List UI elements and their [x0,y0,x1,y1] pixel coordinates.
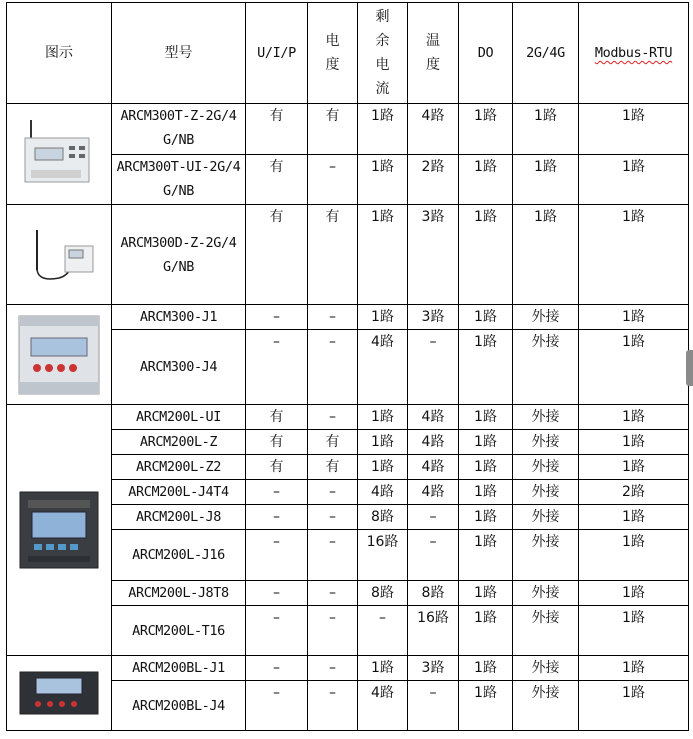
do-cell: 1路 [459,155,513,205]
residual-current-cell: 1路 [358,405,408,430]
do-cell: 1路 [459,455,513,480]
model-cell: ARCM300T-Z-2G/4G/NB [112,104,246,155]
cellular-cell: 外接 [513,305,579,330]
panel-meter-image [18,490,100,570]
residual-current-cell: 16路 [358,530,408,581]
energy-cell: – [308,505,358,530]
energy-cell: 有 [308,430,358,455]
residual-current-cell: 1路 [358,455,408,480]
product-image-cell [7,656,112,731]
temperature-cell: – [408,505,459,530]
residual-current-cell: 1路 [358,656,408,681]
do-cell: 1路 [459,606,513,656]
model-cell: ARCM200L-J4T4 [112,480,246,505]
cellular-cell: 外接 [513,405,579,430]
uip-cell: – [246,606,308,656]
model-cell: ARCM200BL-J1 [112,656,246,681]
energy-cell: – [308,305,358,330]
cellular-cell: 外接 [513,656,579,681]
modbus-cell: 1路 [579,530,689,581]
energy-cell: 有 [308,104,358,155]
header-residual-current: 剩余电流 [358,3,408,104]
residual-current-cell: 8路 [358,505,408,530]
residual-current-cell: 4路 [358,480,408,505]
table-row [7,205,689,305]
temperature-cell: – [408,530,459,581]
temperature-cell: 4路 [408,104,459,155]
residual-current-cell: 1路 [358,430,408,455]
residual-current-cell: 1路 [358,305,408,330]
temperature-cell: – [408,330,459,405]
do-cell: 1路 [459,405,513,430]
temperature-cell: 4路 [408,480,459,505]
uip-cell: – [246,330,308,405]
modbus-cell: 2路 [579,480,689,505]
energy-cell: – [308,656,358,681]
flat-panel-meter-image [18,668,100,718]
modbus-cell: 1路 [579,455,689,480]
temperature-cell: 4路 [408,405,459,430]
energy-cell: – [308,155,358,205]
model-cell: ARCM200L-Z [112,430,246,455]
energy-cell: 有 [308,455,358,480]
model-cell: ARCM300-J1 [112,305,246,330]
modbus-cell: 1路 [579,205,689,305]
model-cell: ARCM200L-T16 [112,606,246,656]
uip-cell: 有 [246,455,308,480]
cellular-cell: 1路 [513,104,579,155]
temperature-cell: 3路 [408,656,459,681]
energy-cell: – [308,330,358,405]
model-cell: ARCM300-J4 [112,330,246,405]
residual-current-cell: 8路 [358,581,408,606]
product-image-cell [7,305,112,405]
header-energy: 电度 [308,3,358,104]
uip-cell: – [246,681,308,731]
header-uip: U/I/P [246,3,308,104]
cellular-cell: 外接 [513,505,579,530]
modbus-cell: 1路 [579,656,689,681]
modbus-cell: 1路 [579,305,689,330]
header-cellular: 2G/4G [513,3,579,104]
do-cell: 1路 [459,305,513,330]
do-cell: 1路 [459,681,513,731]
do-cell: 1路 [459,581,513,606]
table-row [7,405,689,430]
modbus-cell: 1路 [579,405,689,430]
energy-cell: – [308,581,358,606]
cellular-cell: 1路 [513,205,579,305]
cellular-cell: 外接 [513,581,579,606]
do-cell: 1路 [459,656,513,681]
do-cell: 1路 [459,205,513,305]
model-cell: ARCM300D-Z-2G/4G/NB [112,205,246,305]
model-cell: ARCM200L-UI [112,405,246,430]
residual-current-cell: 1路 [358,155,408,205]
modbus-cell: 1路 [579,581,689,606]
cellular-cell: 外接 [513,681,579,731]
do-cell: 1路 [459,505,513,530]
do-cell: 1路 [459,104,513,155]
product-image-cell [7,405,112,656]
residual-current-cell: 4路 [358,681,408,731]
temperature-cell: 3路 [408,205,459,305]
uip-cell: – [246,505,308,530]
temperature-cell: 8路 [408,581,459,606]
residual-current-cell: – [358,606,408,656]
temperature-cell: – [408,681,459,731]
uip-cell: – [246,480,308,505]
do-cell: 1路 [459,480,513,505]
model-cell: ARCM300T-UI-2G/4G/NB [112,155,246,205]
cellular-cell: 外接 [513,430,579,455]
do-cell: 1路 [459,430,513,455]
header-image: 图示 [7,3,112,104]
modbus-cell: 1路 [579,104,689,155]
temperature-cell: 3路 [408,305,459,330]
modbus-cell: 1路 [579,155,689,205]
cellular-cell: 外接 [513,480,579,505]
product-spec-table [6,2,689,731]
model-cell: ARCM200L-J8T8 [112,581,246,606]
compact-meter-with-antenna-image [19,220,99,290]
model-cell: ARCM200L-J16 [112,530,246,581]
residual-current-cell: 1路 [358,104,408,155]
cellular-cell: 外接 [513,530,579,581]
uip-cell: 有 [246,205,308,305]
header-modbus: Modbus-RTU [579,3,689,104]
modbus-cell: 1路 [579,606,689,656]
model-cell: ARCM200L-Z2 [112,455,246,480]
temperature-cell: 4路 [408,455,459,480]
residual-current-cell: 4路 [358,330,408,405]
model-cell: ARCM200BL-J4 [112,681,246,731]
energy-cell: – [308,405,358,430]
cellular-cell: 1路 [513,155,579,205]
temperature-cell: 4路 [408,430,459,455]
cellular-cell: 外接 [513,606,579,656]
din-rail-meter-with-antenna-image [21,118,97,190]
uip-cell: – [246,656,308,681]
do-cell: 1路 [459,530,513,581]
uip-cell: 有 [246,430,308,455]
cellular-cell: 外接 [513,455,579,480]
uip-cell: 有 [246,155,308,205]
header-row [7,3,689,104]
table-row [7,656,689,681]
uip-cell: – [246,305,308,330]
energy-cell: – [308,606,358,656]
residual-current-cell: 1路 [358,205,408,305]
modbus-cell: 1路 [579,681,689,731]
uip-cell: – [246,581,308,606]
uip-cell: 有 [246,405,308,430]
uip-cell: – [246,530,308,581]
modbus-cell: 1路 [579,430,689,455]
temperature-cell: 16路 [408,606,459,656]
din-rail-meter-image [15,312,103,398]
energy-cell: – [308,681,358,731]
table-row [7,305,689,330]
cellular-cell: 外接 [513,330,579,405]
header-do: DO [459,3,513,104]
do-cell: 1路 [459,330,513,405]
energy-cell: – [308,480,358,505]
header-model: 型号 [112,3,246,104]
table-row [7,104,689,155]
temperature-cell: 2路 [408,155,459,205]
energy-cell: – [308,530,358,581]
uip-cell: 有 [246,104,308,155]
header-temperature: 温度 [408,3,459,104]
side-scroll-tab[interactable] [686,350,693,386]
product-image-cell [7,205,112,305]
modbus-cell: 1路 [579,505,689,530]
energy-cell: 有 [308,205,358,305]
modbus-cell: 1路 [579,330,689,405]
product-image-cell [7,104,112,205]
model-cell: ARCM200L-J8 [112,505,246,530]
